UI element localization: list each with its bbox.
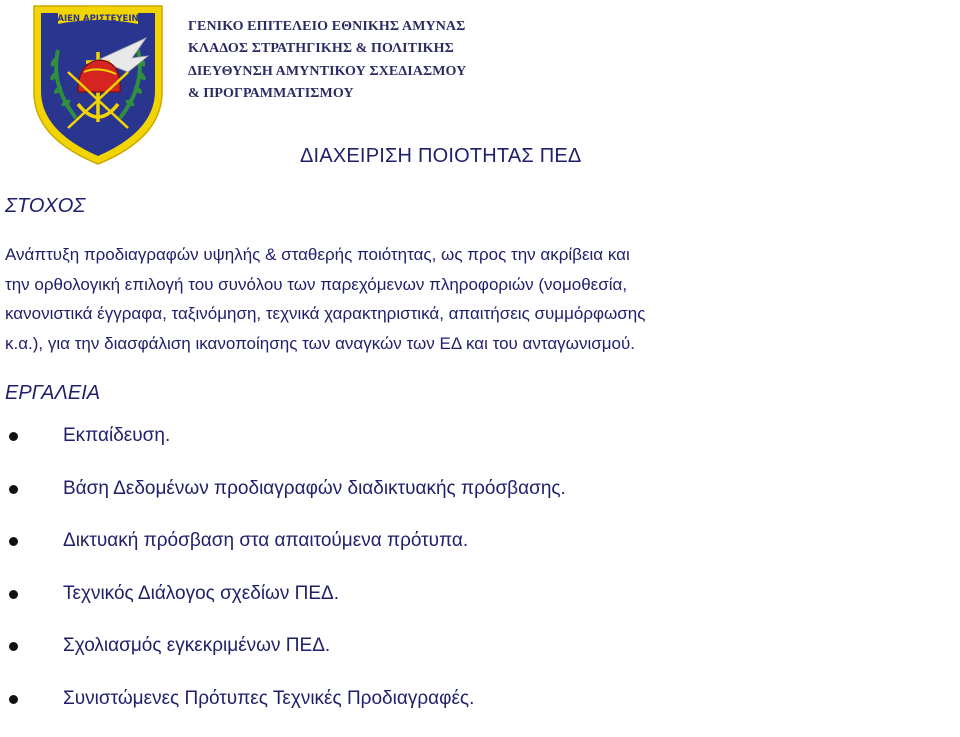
list-item-text: Σχολιασμός εγκεκριμένων ΠΕΔ. xyxy=(63,635,331,657)
page-title: ΔΙΑΧΕΙΡΙΣΗ ΠΟΙΟΤΗΤΑΣ ΠΕΔ xyxy=(300,145,582,167)
list-item xyxy=(0,684,940,737)
header-line-1: ΓΕΝΙΚΟ ΕΠΙΤΕΛΕΙΟ ΕΘΝΙΚΗΣ ΑΜΥΝΑΣ xyxy=(188,19,466,34)
goal-line-2: την ορθολογική επιλογή του συνόλου των παρεχόμενων πληροφοριών (νομοθεσία, xyxy=(5,274,628,294)
list-item xyxy=(0,579,940,632)
list-item xyxy=(0,421,940,474)
bullet-icon xyxy=(9,485,18,494)
goal-line-4: κ.α.), για την διασφάλιση ικανοποίησης των αναγκών των ΕΔ και του ανταγωνισμού. xyxy=(5,333,635,353)
bullet-icon xyxy=(9,590,18,599)
bullet-icon xyxy=(9,642,18,651)
bullet-icon xyxy=(9,537,18,546)
emblem-logo xyxy=(28,0,168,168)
goal-line-1: Ανάπτυξη προδιαγραφών υψηλής & σταθερής ποιότητας, ως προς την ακρίβεια και xyxy=(5,245,630,264)
goal-heading: ΣΤΟΧΟΣ xyxy=(5,195,86,217)
list-item xyxy=(0,631,940,684)
list-item-text: Δικτυακή πρόσβαση στα απαιτούμενα πρότυπα. xyxy=(63,530,469,552)
organization-header xyxy=(188,16,748,105)
list-item-text: Εκπαίδευση. xyxy=(63,425,171,446)
list-item-text: Συνιστώμενες Πρότυπες Τεχνικές Προδιαγραφές. xyxy=(63,687,475,709)
header-line-2: ΚΛΑΔΟΣ ΣΤΡΑΤΗΓΙΚΗΣ & ΠΟΛΙΤΙΚΗΣ xyxy=(188,41,454,57)
goal-line-3: κανονιστικά έγγραφα, ταξινόμηση, τεχνικά χαρακτηριστικά, απαιτήσεις συμμόρφωσης xyxy=(5,304,646,324)
bullet-icon xyxy=(9,432,18,441)
list-item xyxy=(0,526,940,579)
emblem-motto: ΑΙΕΝ ΑΡΙΣΤΕΥΕΙΝ xyxy=(57,14,139,24)
goal-paragraph xyxy=(5,240,955,358)
tools-heading: ΕΡΓΑΛΕΙΑ xyxy=(5,382,101,404)
header-line-3: ΔΙΕΥΘΥΝΣΗ ΑΜΥΝΤΙΚΟΥ ΣΧΕΔΙΑΣΜΟΥ xyxy=(188,63,467,79)
list-item-text: Τεχνικός Διάλογος σχεδίων ΠΕΔ. xyxy=(63,582,340,604)
list-item xyxy=(0,474,940,527)
tools-list xyxy=(0,421,940,737)
list-item-text: Βάση Δεδομένων προδιαγραφών διαδικτυακής πρόσβασης. xyxy=(63,477,566,499)
header-line-4: & ΠΡΟΓΡΑΜΜΑΤΙΣΜΟΥ xyxy=(188,85,354,101)
